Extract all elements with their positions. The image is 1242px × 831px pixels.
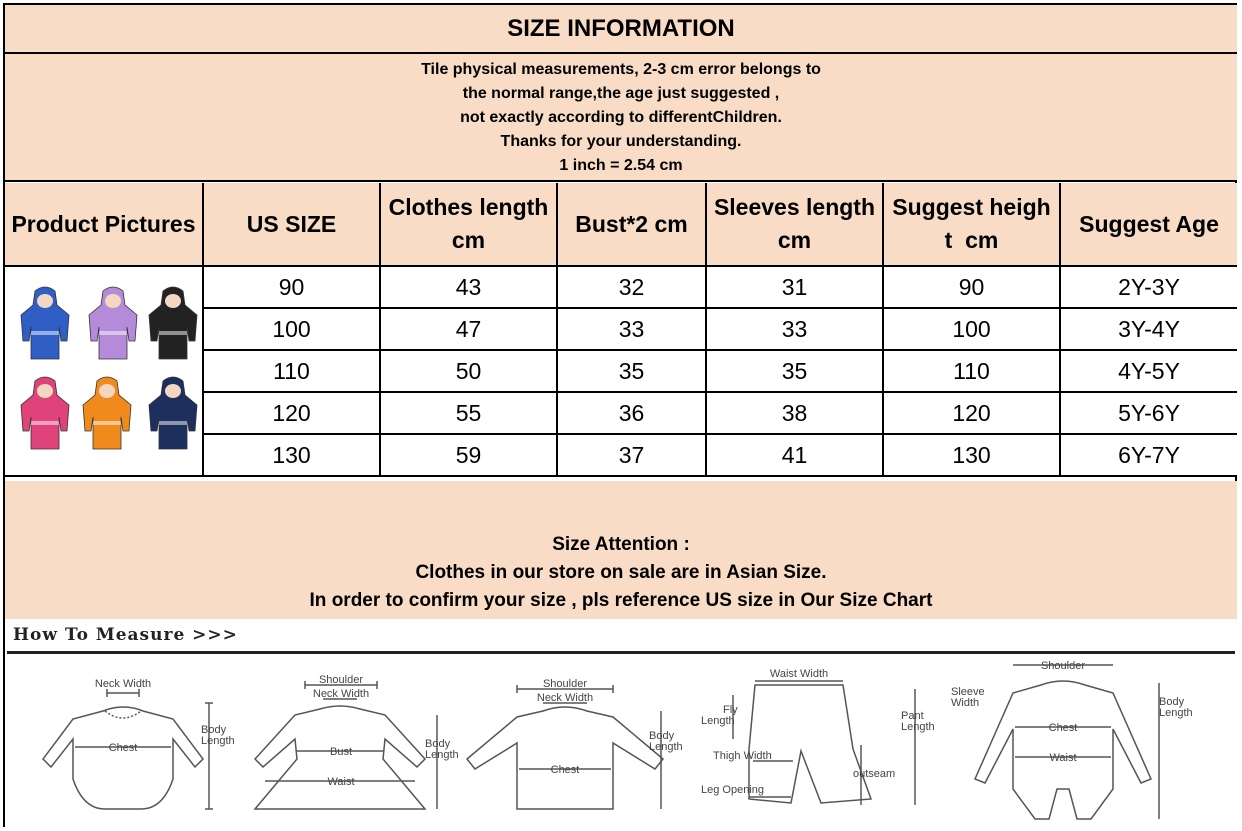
cell-suggest-age: 5Y-6Y [1060,392,1237,434]
label-length: Length [1159,707,1193,719]
cell-sleeves-length: 41 [706,434,883,476]
cell-clothes-length: 59 [380,434,557,476]
label-thigh-width: Thigh Width [713,750,772,762]
header-us-size: US SIZE [203,183,380,266]
note-line: the normal range,the age just suggested , [462,85,780,102]
how-to-measure [5,619,1237,827]
header-suggest-age: Suggest Age [1060,183,1237,266]
header-text: Sleeves length [713,194,876,220]
cell-bust: 36 [557,392,706,434]
cell-suggest-height: 90 [883,266,1060,308]
label-chest: Chest [108,742,138,754]
size-attention [5,481,1237,619]
product-pictures-cell [5,266,203,476]
label-body: Body [425,738,451,750]
robe-image [149,377,197,449]
table-row [5,266,1237,308]
attention-heading: Size Attention : [552,534,690,555]
cell-sleeves-length: 31 [706,266,883,308]
cell-suggest-age: 3Y-4Y [1060,308,1237,350]
label-pant: Pant [901,710,924,722]
cell-clothes-length: 50 [380,350,557,392]
label-neck-width: Neck Width [536,692,594,704]
attention-line: In order to confirm your size , pls reference US size in Our Size Chart [309,590,933,611]
label-length: Length [649,741,683,753]
note-line: Tile physical measurements, 2-3 cm error belongs to [421,61,821,78]
cell-clothes-length: 47 [380,308,557,350]
cell-us-size: 100 [203,308,380,350]
label-bust: Bust [329,746,353,758]
header-product-pictures: Product Pictures [5,183,203,266]
cell-suggest-height: 130 [883,434,1060,476]
note-line: 1 inch = 2.54 cm [559,157,683,174]
label-body: Body [649,730,675,742]
robe-images [5,267,203,475]
cell-suggest-height: 120 [883,392,1060,434]
header-text: Suggest heigh [892,194,1051,220]
attention-line: Clothes in our store on sale are in Asian Size. [415,562,827,583]
cell-clothes-length: 43 [380,266,557,308]
cell-suggest-age: 6Y-7Y [1060,434,1237,476]
label-body: Body [1159,696,1185,708]
label-waist-width: Waist Width [769,668,829,680]
cell-bust: 37 [557,434,706,476]
label-fly: Fly [723,704,738,716]
label-shoulder: Shoulder [542,678,588,690]
table-header-row [5,183,1237,266]
label-waist: Waist [1049,752,1077,764]
cell-us-size: 120 [203,392,380,434]
size-information-title: SIZE INFORMATION [5,5,1237,54]
header-bust: Bust*2 cm [557,183,706,266]
cell-suggest-height: 110 [883,350,1060,392]
label-outseam: outseam [853,768,896,780]
cell-sleeves-length: 38 [706,392,883,434]
bodysuit-diagram [23,659,235,827]
header-unit: t cm [944,227,999,253]
cell-us-size: 90 [203,266,380,308]
measurement-notes [5,54,1237,182]
label-waist: Waist [327,776,355,788]
divider [7,651,1235,654]
robe-image [21,377,69,449]
label-neck-width: Neck Width [94,678,152,690]
cell-sleeves-length: 33 [706,308,883,350]
label-body: Body [201,724,227,736]
dress-diagram [245,659,475,827]
cell-suggest-age: 4Y-5Y [1060,350,1237,392]
header-suggest-height [883,183,1060,266]
robe-image [89,287,137,359]
label-chest: Chest [1048,722,1078,734]
label-length: Length [425,749,459,761]
product-pictures [5,267,202,475]
header-text: Clothes length [388,194,549,220]
label-shoulder: Shoulder [1040,660,1086,672]
note-line: Thanks for your understanding. [500,133,742,150]
cell-suggest-age: 2Y-3Y [1060,266,1237,308]
cell-bust: 33 [557,308,706,350]
label-sleeve: Sleeve [951,686,985,698]
size-table [5,183,1237,477]
pants-diagram [693,659,933,827]
note-line: not exactly according to differentChildren. [460,109,782,126]
label-leg-opening: Leg Opening [701,784,764,796]
robe-image [83,377,131,449]
cell-sleeves-length: 35 [706,350,883,392]
label-shoulder: Shoulder [318,674,364,686]
shirt-diagram [463,659,703,827]
cell-clothes-length: 55 [380,392,557,434]
label-neck-width: Neck Width [312,688,370,700]
label-length: Length [201,735,235,747]
cell-us-size: 110 [203,350,380,392]
label-chest: Chest [550,764,580,776]
label-sleeve-width: Width [951,697,980,709]
label-fly-length: Length [701,715,735,727]
romper-diagram [941,659,1231,827]
cell-bust: 35 [557,350,706,392]
header-sleeves-length [706,183,883,266]
header-clothes-length [380,183,557,266]
header-unit: cm [451,227,486,253]
cell-us-size: 130 [203,434,380,476]
header-unit: cm [777,227,812,253]
cell-suggest-height: 100 [883,308,1060,350]
label-pant-length: Length [901,721,935,733]
robe-image [149,287,197,359]
cell-bust: 32 [557,266,706,308]
robe-image [21,287,69,359]
how-to-measure-title: How To Measure >>> [13,625,238,645]
